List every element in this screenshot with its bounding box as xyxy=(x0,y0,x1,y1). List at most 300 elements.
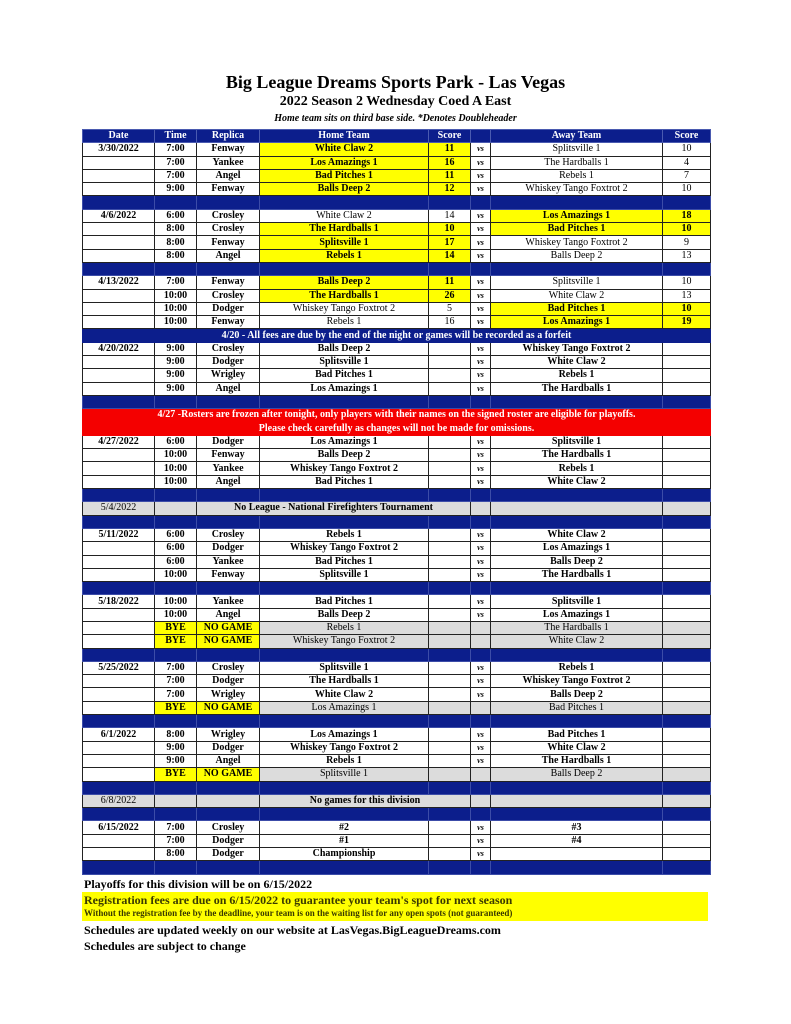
bye-home-team: Rebels 1 xyxy=(260,621,429,634)
alert-text: Please check carefully as changes will not be made for omissions. xyxy=(83,422,711,435)
registration-warning: Without the registration fee by the deadline, your team is on the waiting list for any open spots (not guaranteed) xyxy=(84,908,513,918)
time-cell: 10:00 xyxy=(155,316,197,329)
home-score-cell: 16 xyxy=(429,156,471,169)
home-team-cell: Whiskey Tango Foxtrot 2 xyxy=(260,462,429,475)
separator-cell xyxy=(471,715,491,728)
separator-cell xyxy=(663,861,711,874)
time-cell: 10:00 xyxy=(155,449,197,462)
bye-home-team: Splitsville 1 xyxy=(260,768,429,781)
separator-cell xyxy=(491,715,663,728)
time-cell: 6:00 xyxy=(155,528,197,541)
separator-cell xyxy=(663,582,711,595)
alert-row xyxy=(83,422,711,435)
replica-field-cell: Crosley xyxy=(197,342,260,355)
separator-cell xyxy=(260,395,429,408)
away-score-cell xyxy=(663,462,711,475)
separator-cell xyxy=(429,395,471,408)
away-score-cell: 10 xyxy=(663,223,711,236)
home-team-cell: Whiskey Tango Foxtrot 2 xyxy=(260,741,429,754)
replica-field-cell: Crosley xyxy=(197,223,260,236)
date-cell xyxy=(83,754,155,767)
away-team-cell: Splitsville 1 xyxy=(491,276,663,289)
away-score-cell xyxy=(663,382,711,395)
bye-home-team: Los Amazings 1 xyxy=(260,701,429,714)
away-team-cell: Splitsville 1 xyxy=(491,595,663,608)
time-cell xyxy=(155,794,197,807)
no-game-label: NO GAME xyxy=(197,635,260,648)
home-team-cell: Rebels 1 xyxy=(260,316,429,329)
away-score-cell xyxy=(663,701,711,714)
separator-cell xyxy=(491,395,663,408)
home-team-cell: Los Amazings 1 xyxy=(260,728,429,741)
col-away-team: Away Team xyxy=(491,130,663,143)
vs-label: vs xyxy=(471,528,491,541)
week-separator xyxy=(83,582,711,595)
game-row xyxy=(83,688,711,701)
time-cell: 9:00 xyxy=(155,342,197,355)
home-score-cell: 14 xyxy=(429,249,471,262)
date-cell: 5/11/2022 xyxy=(83,528,155,541)
game-row xyxy=(83,462,711,475)
separator-cell xyxy=(83,781,155,794)
vs-label: vs xyxy=(471,342,491,355)
game-row xyxy=(83,223,711,236)
separator-cell xyxy=(491,515,663,528)
away-score-cell: 10 xyxy=(663,276,711,289)
separator-cell xyxy=(197,648,260,661)
game-row xyxy=(83,276,711,289)
home-team-cell: Championship xyxy=(260,848,429,861)
home-score-cell xyxy=(429,675,471,688)
separator-cell xyxy=(155,648,197,661)
bye-label: BYE xyxy=(155,621,197,634)
separator-cell xyxy=(429,582,471,595)
game-row xyxy=(83,741,711,754)
vs-label: vs xyxy=(471,675,491,688)
away-team-cell: Los Amazings 1 xyxy=(491,316,663,329)
home-team-cell: Los Amazings 1 xyxy=(260,435,429,448)
time-cell: 7:00 xyxy=(155,169,197,182)
away-team-cell: The Hardballs 1 xyxy=(491,449,663,462)
game-row xyxy=(83,183,711,196)
away-team-cell: Splitsville 1 xyxy=(491,435,663,448)
replica-field-cell: Angel xyxy=(197,754,260,767)
time-cell: 7:00 xyxy=(155,688,197,701)
game-row xyxy=(83,156,711,169)
replica-field-cell: Angel xyxy=(197,382,260,395)
home-score-cell xyxy=(429,382,471,395)
away-score-cell xyxy=(663,608,711,621)
date-cell xyxy=(83,848,155,861)
home-score-cell xyxy=(429,688,471,701)
away-team-cell: Balls Deep 2 xyxy=(491,688,663,701)
separator-cell xyxy=(663,395,711,408)
time-cell: 8:00 xyxy=(155,848,197,861)
home-team-cell: White Claw 2 xyxy=(260,688,429,701)
date-cell: 5/4/2022 xyxy=(83,502,155,515)
separator-cell xyxy=(197,715,260,728)
vs-label: vs xyxy=(471,382,491,395)
replica-field-cell: Fenway xyxy=(197,316,260,329)
away-score-cell xyxy=(663,621,711,634)
time-cell: 7:00 xyxy=(155,276,197,289)
home-score-cell xyxy=(429,701,471,714)
date-cell xyxy=(83,635,155,648)
home-score-cell xyxy=(429,848,471,861)
away-team-cell: White Claw 2 xyxy=(491,528,663,541)
game-row xyxy=(83,342,711,355)
game-row xyxy=(83,143,711,156)
game-row xyxy=(83,675,711,688)
bye-away-team: The Hardballs 1 xyxy=(491,621,663,634)
away-team-cell: Rebels 1 xyxy=(491,462,663,475)
game-row xyxy=(83,608,711,621)
separator-cell xyxy=(260,648,429,661)
time-cell: 6:00 xyxy=(155,542,197,555)
week-separator xyxy=(83,781,711,794)
home-team-cell: Balls Deep 2 xyxy=(260,342,429,355)
separator-cell xyxy=(663,808,711,821)
website-note: Schedules are updated weekly on our website at LasVegas.BigLeagueDreams.com xyxy=(84,923,501,937)
vs-label: vs xyxy=(471,276,491,289)
away-team-cell: White Claw 2 xyxy=(491,356,663,369)
home-score-cell xyxy=(429,834,471,847)
replica-field-cell: Fenway xyxy=(197,276,260,289)
vs-label: vs xyxy=(471,688,491,701)
date-cell xyxy=(83,449,155,462)
home-team-cell: Balls Deep 2 xyxy=(260,449,429,462)
home-score-cell: 12 xyxy=(429,183,471,196)
home-score-cell xyxy=(429,595,471,608)
home-score-cell xyxy=(429,542,471,555)
time-cell: 8:00 xyxy=(155,249,197,262)
col-time: Time xyxy=(155,130,197,143)
separator-cell xyxy=(491,582,663,595)
away-team-cell: Bad Pitches 1 xyxy=(491,302,663,315)
away-score-cell xyxy=(663,834,711,847)
separator-cell xyxy=(429,861,471,874)
home-team-cell: Rebels 1 xyxy=(260,528,429,541)
date-cell xyxy=(83,621,155,634)
home-score-cell xyxy=(429,635,471,648)
vs-cell xyxy=(471,502,491,515)
away-team-cell xyxy=(491,848,663,861)
away-team-cell: The Hardballs 1 xyxy=(491,382,663,395)
home-score-cell xyxy=(429,661,471,674)
vs-label: vs xyxy=(471,302,491,315)
separator-cell xyxy=(491,262,663,275)
vs-label: vs xyxy=(471,741,491,754)
away-score-cell xyxy=(663,635,711,648)
week-separator xyxy=(83,861,711,874)
schedule-table xyxy=(82,129,711,875)
time-cell: 7:00 xyxy=(155,143,197,156)
vs-label: vs xyxy=(471,475,491,488)
off-message: No games for this division xyxy=(260,794,471,807)
away-team-cell: Whiskey Tango Foxtrot 2 xyxy=(491,342,663,355)
time-cell: 7:00 xyxy=(155,675,197,688)
date-cell xyxy=(83,156,155,169)
game-row xyxy=(83,316,711,329)
date-cell xyxy=(83,462,155,475)
separator-cell xyxy=(155,395,197,408)
away-team-cell: #4 xyxy=(491,834,663,847)
time-cell: 7:00 xyxy=(155,834,197,847)
col-home-score: Score xyxy=(429,130,471,143)
replica-field-cell: Yankee xyxy=(197,156,260,169)
separator-cell xyxy=(260,861,429,874)
bye-label: BYE xyxy=(155,635,197,648)
time-cell: 10:00 xyxy=(155,595,197,608)
time-cell: 6:00 xyxy=(155,555,197,568)
page-title: Big League Dreams Sports Park - Las Vegas xyxy=(225,72,566,92)
separator-cell xyxy=(155,808,197,821)
col-replica: Replica xyxy=(197,130,260,143)
game-row xyxy=(83,542,711,555)
vs-cell xyxy=(471,621,491,634)
time-cell: 6:00 xyxy=(155,209,197,222)
replica-field-cell: Fenway xyxy=(197,449,260,462)
game-row xyxy=(83,289,711,302)
separator-cell xyxy=(429,781,471,794)
col-date: Date xyxy=(83,130,155,143)
vs-label: vs xyxy=(471,542,491,555)
time-cell: 6:00 xyxy=(155,435,197,448)
away-team-cell: The Hardballs 1 xyxy=(491,754,663,767)
no-game-label: NO GAME xyxy=(197,701,260,714)
time-cell: 10:00 xyxy=(155,475,197,488)
away-team-cell: Whiskey Tango Foxtrot 2 xyxy=(491,236,663,249)
replica-field-cell: Yankee xyxy=(197,595,260,608)
separator-cell xyxy=(197,515,260,528)
vs-cell xyxy=(471,794,491,807)
game-row xyxy=(83,435,711,448)
separator-cell xyxy=(83,808,155,821)
game-row xyxy=(83,209,711,222)
no-games-row xyxy=(83,502,711,515)
date-cell xyxy=(83,249,155,262)
home-team-cell: Whiskey Tango Foxtrot 2 xyxy=(260,302,429,315)
home-score-cell: 11 xyxy=(429,169,471,182)
vs-label: vs xyxy=(471,156,491,169)
separator-cell xyxy=(155,861,197,874)
separator-cell xyxy=(155,262,197,275)
separator-cell xyxy=(83,395,155,408)
home-team-cell: The Hardballs 1 xyxy=(260,675,429,688)
separator-cell xyxy=(663,515,711,528)
replica-field-cell: Dodger xyxy=(197,356,260,369)
home-team-cell: Balls Deep 2 xyxy=(260,183,429,196)
separator-cell xyxy=(471,515,491,528)
game-row xyxy=(83,475,711,488)
separator-cell xyxy=(260,715,429,728)
separator-cell xyxy=(491,648,663,661)
date-cell xyxy=(83,834,155,847)
separator-cell xyxy=(155,515,197,528)
home-team-cell: The Hardballs 1 xyxy=(260,289,429,302)
away-team-cell: The Hardballs 1 xyxy=(491,568,663,581)
game-row xyxy=(83,834,711,847)
away-team-cell: Rebels 1 xyxy=(491,661,663,674)
home-team-cell: Balls Deep 2 xyxy=(260,276,429,289)
separator-cell xyxy=(260,808,429,821)
replica-field-cell: Fenway xyxy=(197,183,260,196)
away-team-cell: White Claw 2 xyxy=(491,475,663,488)
vs-label: vs xyxy=(471,143,491,156)
date-cell xyxy=(83,236,155,249)
replica-field-cell: Wrigley xyxy=(197,369,260,382)
separator-cell xyxy=(429,489,471,502)
vs-cell xyxy=(471,635,491,648)
away-score-cell xyxy=(663,741,711,754)
separator-cell xyxy=(491,196,663,209)
away-score-cell xyxy=(663,568,711,581)
week-separator xyxy=(83,489,711,502)
separator-cell xyxy=(260,781,429,794)
vs-label: vs xyxy=(471,728,491,741)
home-score-cell xyxy=(429,741,471,754)
replica-field-cell: Angel xyxy=(197,475,260,488)
date-cell xyxy=(83,382,155,395)
separator-cell xyxy=(197,489,260,502)
away-score-cell xyxy=(663,342,711,355)
vs-cell xyxy=(471,701,491,714)
replica-field-cell: Dodger xyxy=(197,675,260,688)
replica-field-cell: Dodger xyxy=(197,834,260,847)
away-score-cell xyxy=(663,768,711,781)
time-cell: 9:00 xyxy=(155,369,197,382)
separator-cell xyxy=(429,715,471,728)
separator-cell xyxy=(155,715,197,728)
replica-field-cell: Fenway xyxy=(197,568,260,581)
home-team-cell: Los Amazings 1 xyxy=(260,156,429,169)
separator-cell xyxy=(83,196,155,209)
col-home-team: Home Team xyxy=(260,130,429,143)
away-team-cell: Balls Deep 2 xyxy=(491,555,663,568)
vs-label: vs xyxy=(471,608,491,621)
vs-label: vs xyxy=(471,555,491,568)
away-team-cell: Los Amazings 1 xyxy=(491,209,663,222)
date-cell: 3/30/2022 xyxy=(83,143,155,156)
vs-label: vs xyxy=(471,462,491,475)
separator-cell xyxy=(471,781,491,794)
replica-field-cell: Crosley xyxy=(197,209,260,222)
home-team-cell: Rebels 1 xyxy=(260,249,429,262)
away-score-cell xyxy=(663,542,711,555)
separator-cell xyxy=(197,395,260,408)
home-score-cell xyxy=(429,555,471,568)
time-cell: 9:00 xyxy=(155,356,197,369)
separator-cell xyxy=(155,196,197,209)
vs-label: vs xyxy=(471,169,491,182)
separator-cell xyxy=(83,582,155,595)
replica-field-cell: Dodger xyxy=(197,435,260,448)
date-cell xyxy=(83,223,155,236)
page-subtitle: 2022 Season 2 Wednesday Coed A East xyxy=(279,94,512,109)
date-cell xyxy=(83,356,155,369)
away-score-cell xyxy=(663,528,711,541)
separator-cell xyxy=(663,781,711,794)
week-separator xyxy=(83,715,711,728)
date-cell xyxy=(83,289,155,302)
vs-label: vs xyxy=(471,661,491,674)
home-score-cell: 14 xyxy=(429,209,471,222)
vs-label: vs xyxy=(471,435,491,448)
game-row xyxy=(83,528,711,541)
replica-field-cell: Crosley xyxy=(197,528,260,541)
vs-label: vs xyxy=(471,356,491,369)
home-score-cell xyxy=(429,528,471,541)
vs-label: vs xyxy=(471,848,491,861)
home-team-cell: Los Amazings 1 xyxy=(260,382,429,395)
game-row xyxy=(83,302,711,315)
home-team-cell: Balls Deep 2 xyxy=(260,608,429,621)
separator-cell xyxy=(197,781,260,794)
separator-cell xyxy=(491,861,663,874)
time-cell xyxy=(155,502,197,515)
game-row xyxy=(83,382,711,395)
replica-field-cell: Dodger xyxy=(197,542,260,555)
home-team-cell: White Claw 2 xyxy=(260,209,429,222)
replica-field-cell: Crosley xyxy=(197,289,260,302)
away-team-cell: Rebels 1 xyxy=(491,169,663,182)
time-cell: 10:00 xyxy=(155,462,197,475)
home-score-cell: 17 xyxy=(429,236,471,249)
date-cell xyxy=(83,568,155,581)
home-team-cell: Splitsville 1 xyxy=(260,356,429,369)
separator-cell xyxy=(429,808,471,821)
date-cell: 5/25/2022 xyxy=(83,661,155,674)
separator-cell xyxy=(197,861,260,874)
replica-field-cell: Crosley xyxy=(197,661,260,674)
game-row xyxy=(83,449,711,462)
away-score-cell xyxy=(663,754,711,767)
away-team-cell: Los Amazings 1 xyxy=(491,608,663,621)
time-cell: 7:00 xyxy=(155,661,197,674)
vs-label: vs xyxy=(471,183,491,196)
away-score-cell xyxy=(663,688,711,701)
separator-cell xyxy=(429,262,471,275)
away-score-cell xyxy=(663,435,711,448)
date-cell xyxy=(83,183,155,196)
away-team-cell: Balls Deep 2 xyxy=(491,249,663,262)
schedule-note: Home team sits on third base side. *Denotes Doubleheader xyxy=(274,113,517,124)
time-cell: 9:00 xyxy=(155,183,197,196)
date-cell xyxy=(83,316,155,329)
away-team-cell: Splitsville 1 xyxy=(491,143,663,156)
separator-cell xyxy=(155,781,197,794)
home-score-cell xyxy=(429,754,471,767)
home-team-cell: Bad Pitches 1 xyxy=(260,169,429,182)
away-score-cell: 10 xyxy=(663,143,711,156)
away-team-cell: Bad Pitches 1 xyxy=(491,728,663,741)
away-team-cell: The Hardballs 1 xyxy=(491,156,663,169)
home-team-cell: Splitsville 1 xyxy=(260,568,429,581)
home-score-cell xyxy=(429,462,471,475)
home-score-cell xyxy=(429,369,471,382)
away-score-cell xyxy=(663,675,711,688)
bye-row xyxy=(83,621,711,634)
week-separator xyxy=(83,262,711,275)
separator-cell xyxy=(83,515,155,528)
separator-cell xyxy=(197,582,260,595)
home-team-cell: #2 xyxy=(260,821,429,834)
separator-cell xyxy=(663,648,711,661)
home-team-cell: Whiskey Tango Foxtrot 2 xyxy=(260,542,429,555)
away-score-cell: 13 xyxy=(663,289,711,302)
date-cell: 4/13/2022 xyxy=(83,276,155,289)
away-score-cell xyxy=(663,728,711,741)
